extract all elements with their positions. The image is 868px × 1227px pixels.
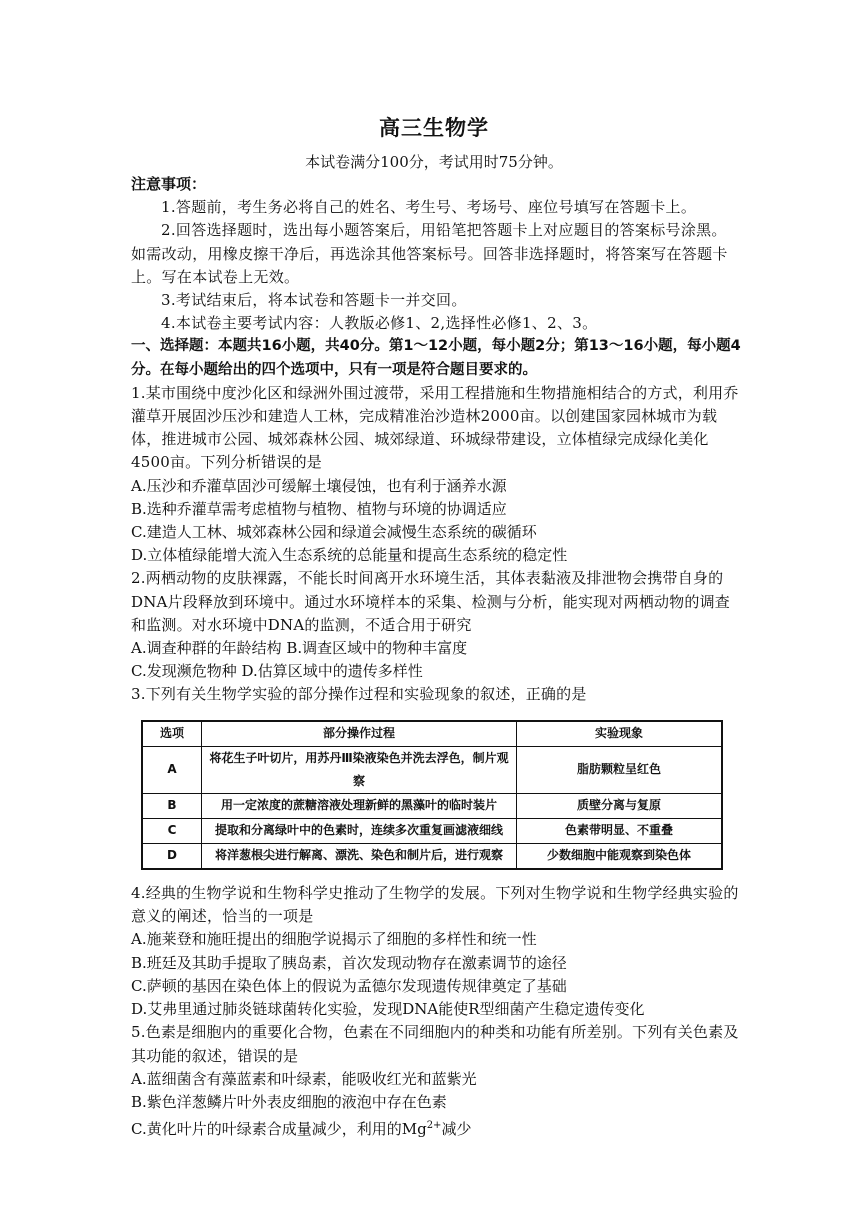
table-header: 部分操作过程 <box>202 721 517 747</box>
question-5-stem: 5.色素是细胞内的重要化合物，色素在不同细胞内的种类和功能有所差别。下列有关色素及其功能的叙述，错误的是 <box>131 1023 739 1065</box>
table-cell: 将花生子叶切片，用苏丹Ⅲ染液染色并洗去浮色，制片观察 <box>202 746 517 793</box>
notice-item: 1.答题前，考生务必将自己的姓名、考生号、考场号、座位号填写在答题卡上。 <box>161 198 697 217</box>
experiment-table <box>141 720 723 870</box>
table-cell: 色素带明显、不重叠 <box>517 819 723 844</box>
table-cell: 将洋葱根尖进行解离、漂洗、染色和制片后，进行观察 <box>202 844 517 870</box>
question-4-option-b: B.班廷及其助手提取了胰岛素，首次发现动物存在激素调节的途径 <box>131 953 567 972</box>
exam-content <box>131 173 741 1141</box>
table-cell: 质壁分离与复原 <box>517 794 723 819</box>
table-cell: 用一定浓度的蔗糖溶液处理新鲜的黑藻叶的临时装片 <box>202 794 517 819</box>
question-1-option-b: B.选种乔灌草需考虑植物与植物、植物与环境的协调适应 <box>131 499 507 518</box>
table-cell: A <box>142 746 202 793</box>
page-title: 高三生物学 <box>379 116 489 140</box>
question-2-stem: 2.两栖动物的皮肤裸露，不能长时间离开水环境生活，其体表黏液及排泄物会携带自身的DNA片段释放到环境中。通过水环境样本的采集、检测与分析，能实现对两栖动物的调查和监测。对水环境中DNA的监测，不适合用于研究 <box>131 569 730 634</box>
question-3-stem: 3.下列有关生物学实验的部分操作过程和实验现象的叙述，正确的是 <box>131 685 587 704</box>
question-5-option-c <box>131 1114 741 1141</box>
table-cell: B <box>142 794 202 819</box>
question-1-option-a: A.压沙和乔灌草固沙可缓解土壤侵蚀，也有利于涵养水源 <box>131 476 507 495</box>
table-row <box>142 794 722 819</box>
table-cell: 脂肪颗粒呈红色 <box>517 746 723 793</box>
question-4-option-a: A.施莱登和施旺提出的细胞学说揭示了细胞的多样性和统一性 <box>131 930 537 949</box>
table-cell: 少数细胞中能观察到染色体 <box>517 844 723 870</box>
section-heading: 一、选择题：本题共16小题，共40分。第1～12小题，每小题2分；第13～16小题，每小题4分。在每小题给出的四个选项中，只有一项是符合题目要求的。 <box>131 338 741 378</box>
notice-item: 2.回答选择题时，选出每小题答案后，用铅笔把答题卡上对应题目的答案标号涂黑。如需改动，用橡皮擦干净后，再选涂其他答案标号。回答非选择题时，将答案写在答题卡上。写在本试卷上无效。 <box>131 221 728 286</box>
question-4-stem: 4.经典的生物学说和生物科学史推动了生物学的发展。下列对生物学说和生物学经典实验的意义的阐述，恰当的一项是 <box>131 884 739 926</box>
table-cell: C <box>142 819 202 844</box>
table-header: 实验现象 <box>517 721 723 747</box>
table-cell: 提取和分离绿叶中的色素时，连续多次重复画滤液细线 <box>202 819 517 844</box>
option-c-text-end: 减少 <box>441 1120 472 1139</box>
question-2-options-ab: A.调查种群的年龄结构 B.调查区域中的物种丰富度 <box>131 639 468 658</box>
notice-item: 3.考试结束后，将本试卷和答题卡一并交回。 <box>161 291 467 310</box>
table-row <box>142 819 722 844</box>
option-c-text: C.黄化叶片的叶绿素合成量减少，利用的Mg <box>131 1120 427 1139</box>
table-row <box>142 844 722 870</box>
question-4-option-c: C.萨顿的基因在染色体上的假说为孟德尔发现遗传规律奠定了基础 <box>131 976 567 995</box>
question-2-options-cd: C.发现濒危物种 D.估算区域中的遗传多样性 <box>131 662 423 681</box>
question-1-stem: 1.某市围绕中度沙化区和绿洲外围过渡带，采用工程措施和生物措施相结合的方式，利用乔灌草开展固沙压沙和建造人工林，完成精准治沙造林2000亩。以创建国家园林城市为载体，推进城市公园、城郊森林公园、城郊绿道、环城绿带建设，立体植绿完成绿化美化4500亩。下列分析错误的是 <box>131 383 739 472</box>
question-5-option-a: A.蓝细菌含有藻蓝素和叶绿素，能吸收红光和蓝紫光 <box>131 1069 477 1088</box>
exam-info: 本试卷满分100分，考试用时75分钟。 <box>305 153 563 171</box>
option-c-superscript: 2+ <box>426 1120 442 1132</box>
table-header: 选项 <box>142 721 202 747</box>
question-4-option-d: D.艾弗里通过肺炎链球菌转化实验，发现DNA能使R型细菌产生稳定遗传变化 <box>131 1000 645 1019</box>
table-header-row <box>142 721 722 747</box>
notice-item: 4.本试卷主要考试内容：人教版必修1、2,选择性必修1、2、3。 <box>161 314 598 333</box>
table-row <box>142 746 722 793</box>
question-5-option-b: B.紫色洋葱鳞片叶外表皮细胞的液泡中存在色素 <box>131 1092 447 1111</box>
question-1-option-d: D.立体植绿能增大流入生态系统的总能量和提高生态系统的稳定性 <box>131 546 568 565</box>
table-cell: D <box>142 844 202 870</box>
notice-heading: 注意事项： <box>131 175 207 193</box>
question-1-option-c: C.建造人工林、城郊森林公园和绿道会减慢生态系统的碳循环 <box>131 523 537 542</box>
